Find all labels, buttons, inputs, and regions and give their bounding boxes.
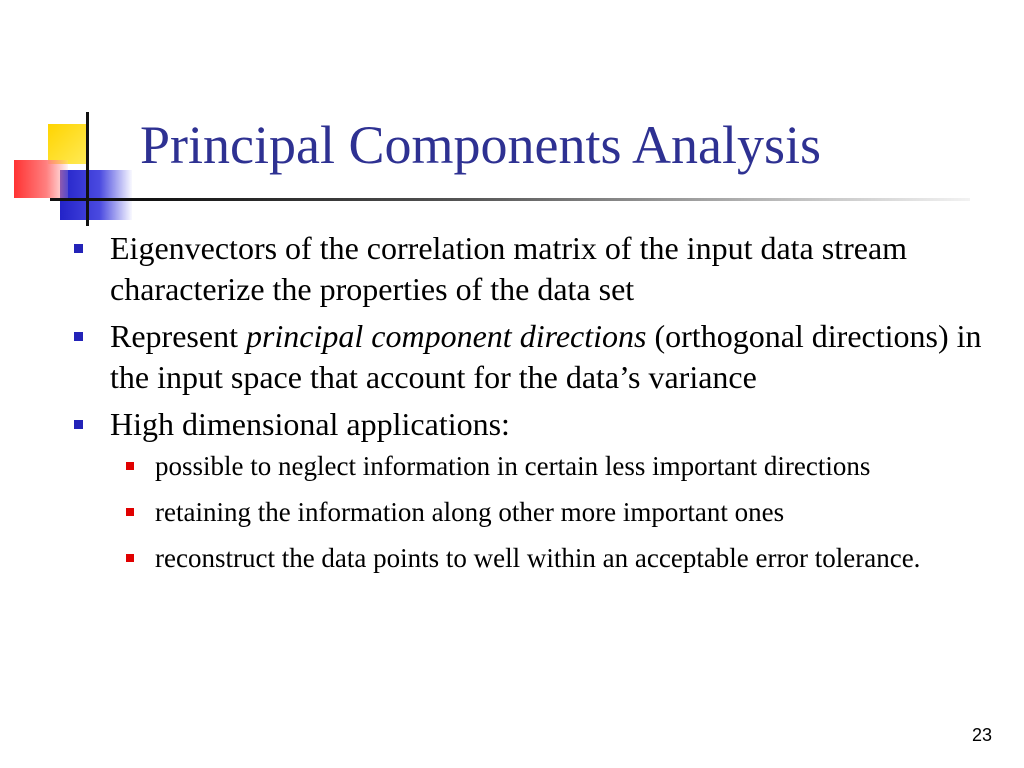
- bullet-item: [70, 404, 1000, 576]
- sub-bullet-square-icon: [126, 554, 134, 562]
- bullet-text-end: (orthogonal directions) in the input space that account for the data’s variance: [110, 318, 982, 395]
- yellow-square-decoration: [48, 124, 86, 164]
- corner-logo-decoration: [0, 0, 140, 230]
- blue-square-decoration: [60, 170, 132, 220]
- sub-bullet-item: [110, 495, 1000, 530]
- page-number: 23: [971, 725, 992, 745]
- vertical-rule: [86, 112, 89, 226]
- bullet-item: [70, 228, 1000, 310]
- sub-bullet-square-icon: [126, 462, 134, 470]
- bullet-square-icon: [74, 332, 83, 341]
- slide-title: Principal Components Analysis: [140, 115, 821, 175]
- red-square-decoration: [14, 160, 68, 198]
- bullet-square-icon: [74, 420, 83, 429]
- bullet-text: Eigenvectors of the correlation matrix of the input data stream characterize the properties of the data set: [110, 230, 908, 307]
- sub-bullet-item: [110, 541, 1000, 576]
- sub-bullet-list: [110, 449, 1000, 576]
- sub-bullet-item: [110, 449, 1000, 484]
- bullet-text-start: Represent: [110, 318, 246, 354]
- bullet-square-icon: [74, 244, 83, 253]
- sub-bullet-text: possible to neglect information in certain less important directions: [155, 451, 871, 481]
- bullet-list: [70, 228, 1000, 587]
- sub-bullet-text: reconstruct the data points to well within an acceptable error tolerance.: [155, 543, 921, 573]
- sub-bullet-text: retaining the information along other more important ones: [155, 497, 785, 527]
- bullet-text-italic: principal component directions: [245, 318, 647, 354]
- sub-bullet-square-icon: [126, 508, 134, 516]
- bullet-text: High dimensional applications:: [110, 406, 510, 442]
- title-underline-rule: [50, 198, 970, 201]
- bullet-item: [70, 316, 1000, 398]
